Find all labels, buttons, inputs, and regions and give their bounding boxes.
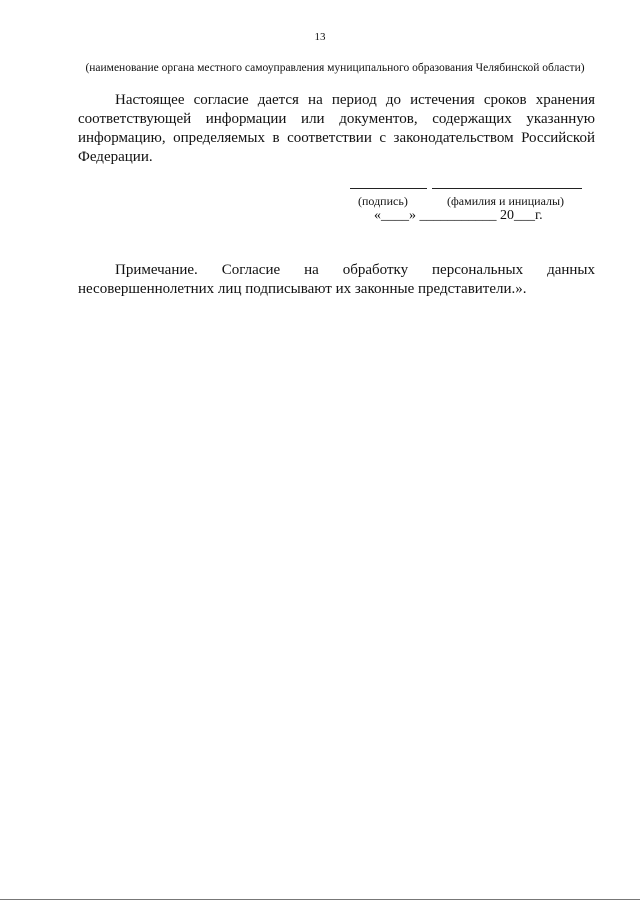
footer-rule <box>0 899 640 900</box>
org-caption: (наименование органа местного самоуправления муниципального образования Челябинской области) <box>85 62 585 74</box>
page-number: 13 <box>314 31 326 43</box>
consent-paragraph: Настоящее согласие дается на период до истечения сроков хранения соответствующей информации или документов, содержащих указанную информацию, определяемых в соответствии с законодательством Российской Федерации. <box>78 92 595 165</box>
name-line <box>432 188 582 189</box>
name-label: (фамилия и инициалы) <box>447 194 565 208</box>
date-line: «____» ___________ 20___г. <box>374 208 543 223</box>
signature-line <box>350 188 427 189</box>
signature-label: (подпись) <box>358 194 408 208</box>
note-paragraph: Примечание. Согласие на обработку персональных данных несовершеннолетних лиц подписывают их законные представители.». <box>78 262 595 297</box>
